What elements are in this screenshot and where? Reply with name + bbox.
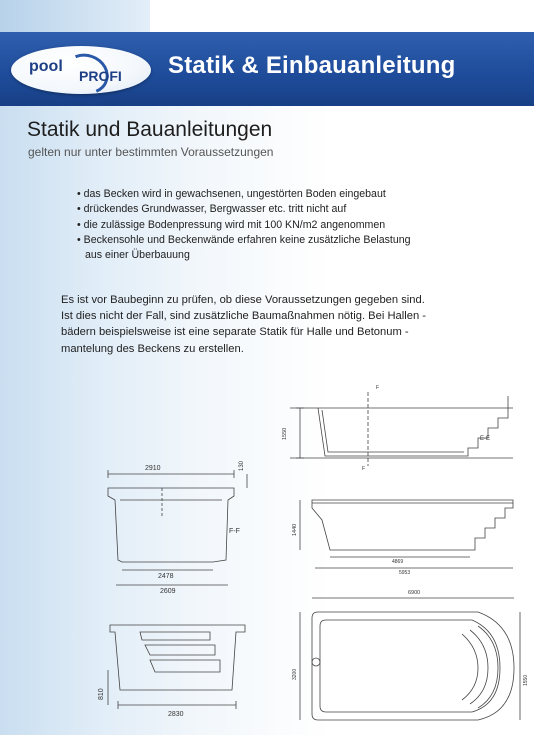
- cut-label-f: F-F: [229, 528, 240, 535]
- page-title: Statik & Einbauanleitung: [168, 52, 456, 79]
- logo-text-pool: pool: [29, 58, 63, 75]
- end-height-label: 810: [98, 688, 105, 700]
- cross-outer-width: 2609: [160, 588, 176, 595]
- cut-label-e: E-E: [480, 436, 491, 442]
- long-section-drawing: [292, 500, 513, 576]
- end-width-label: 2830: [168, 711, 184, 718]
- cross-rim-height: 130: [239, 460, 245, 471]
- long-height-label: 1440: [292, 523, 298, 536]
- section-title: Statik und Bauanleitungen: [27, 118, 273, 141]
- long-total-length: 5953: [399, 570, 411, 576]
- list-item: • Beckensohle und Beckenwände erfahren keine zusätzliche Belastung: [77, 233, 411, 246]
- list-item-text: aus einer Überbauung: [85, 249, 190, 262]
- side-height-label: 1550: [282, 427, 288, 440]
- marker-bottom: F: [362, 466, 366, 472]
- cross-inner-width: 2478: [158, 573, 174, 580]
- plan-side-height-label: 1550: [523, 674, 529, 686]
- end-section-drawing: [98, 625, 245, 718]
- list-item: • das Becken wird in gewachsenen, ungestörten Boden eingebaut: [77, 188, 386, 200]
- side-section-drawing: [282, 385, 513, 472]
- plan-length-label: 6900: [408, 590, 421, 596]
- list-item: • drückendes Grundwasser, Bergwasser etc. tritt nicht auf: [77, 203, 347, 216]
- cross-section-drawing: [108, 460, 247, 595]
- logo-text-profi: PROFI: [79, 68, 122, 84]
- plan-view-drawing: [292, 590, 529, 720]
- section-subtitle: gelten nur unter bestimmten Voraussetzungen: [28, 145, 274, 159]
- plan-width-label: 3200: [292, 668, 298, 680]
- list-item: • die zulässige Bodenpressung wird mit 100 KN/m2 angenommen: [77, 218, 386, 231]
- long-inner-length: 4869: [392, 559, 404, 565]
- marker-top: F: [376, 385, 380, 391]
- info-paragraph: Es ist vor Baubeginn zu prüfen, ob diese Voraussetzungen gegeben sind. Ist dies nicht der Fall, sind zusätzliche Baumaßnahmen nötig. Bei Hallen - bädern beispielsweise ist eine separate Statik für Halle und Betonum - mantelung des Beckens zu erstellen.: [61, 294, 427, 355]
- cross-top-width: 2910: [145, 465, 161, 472]
